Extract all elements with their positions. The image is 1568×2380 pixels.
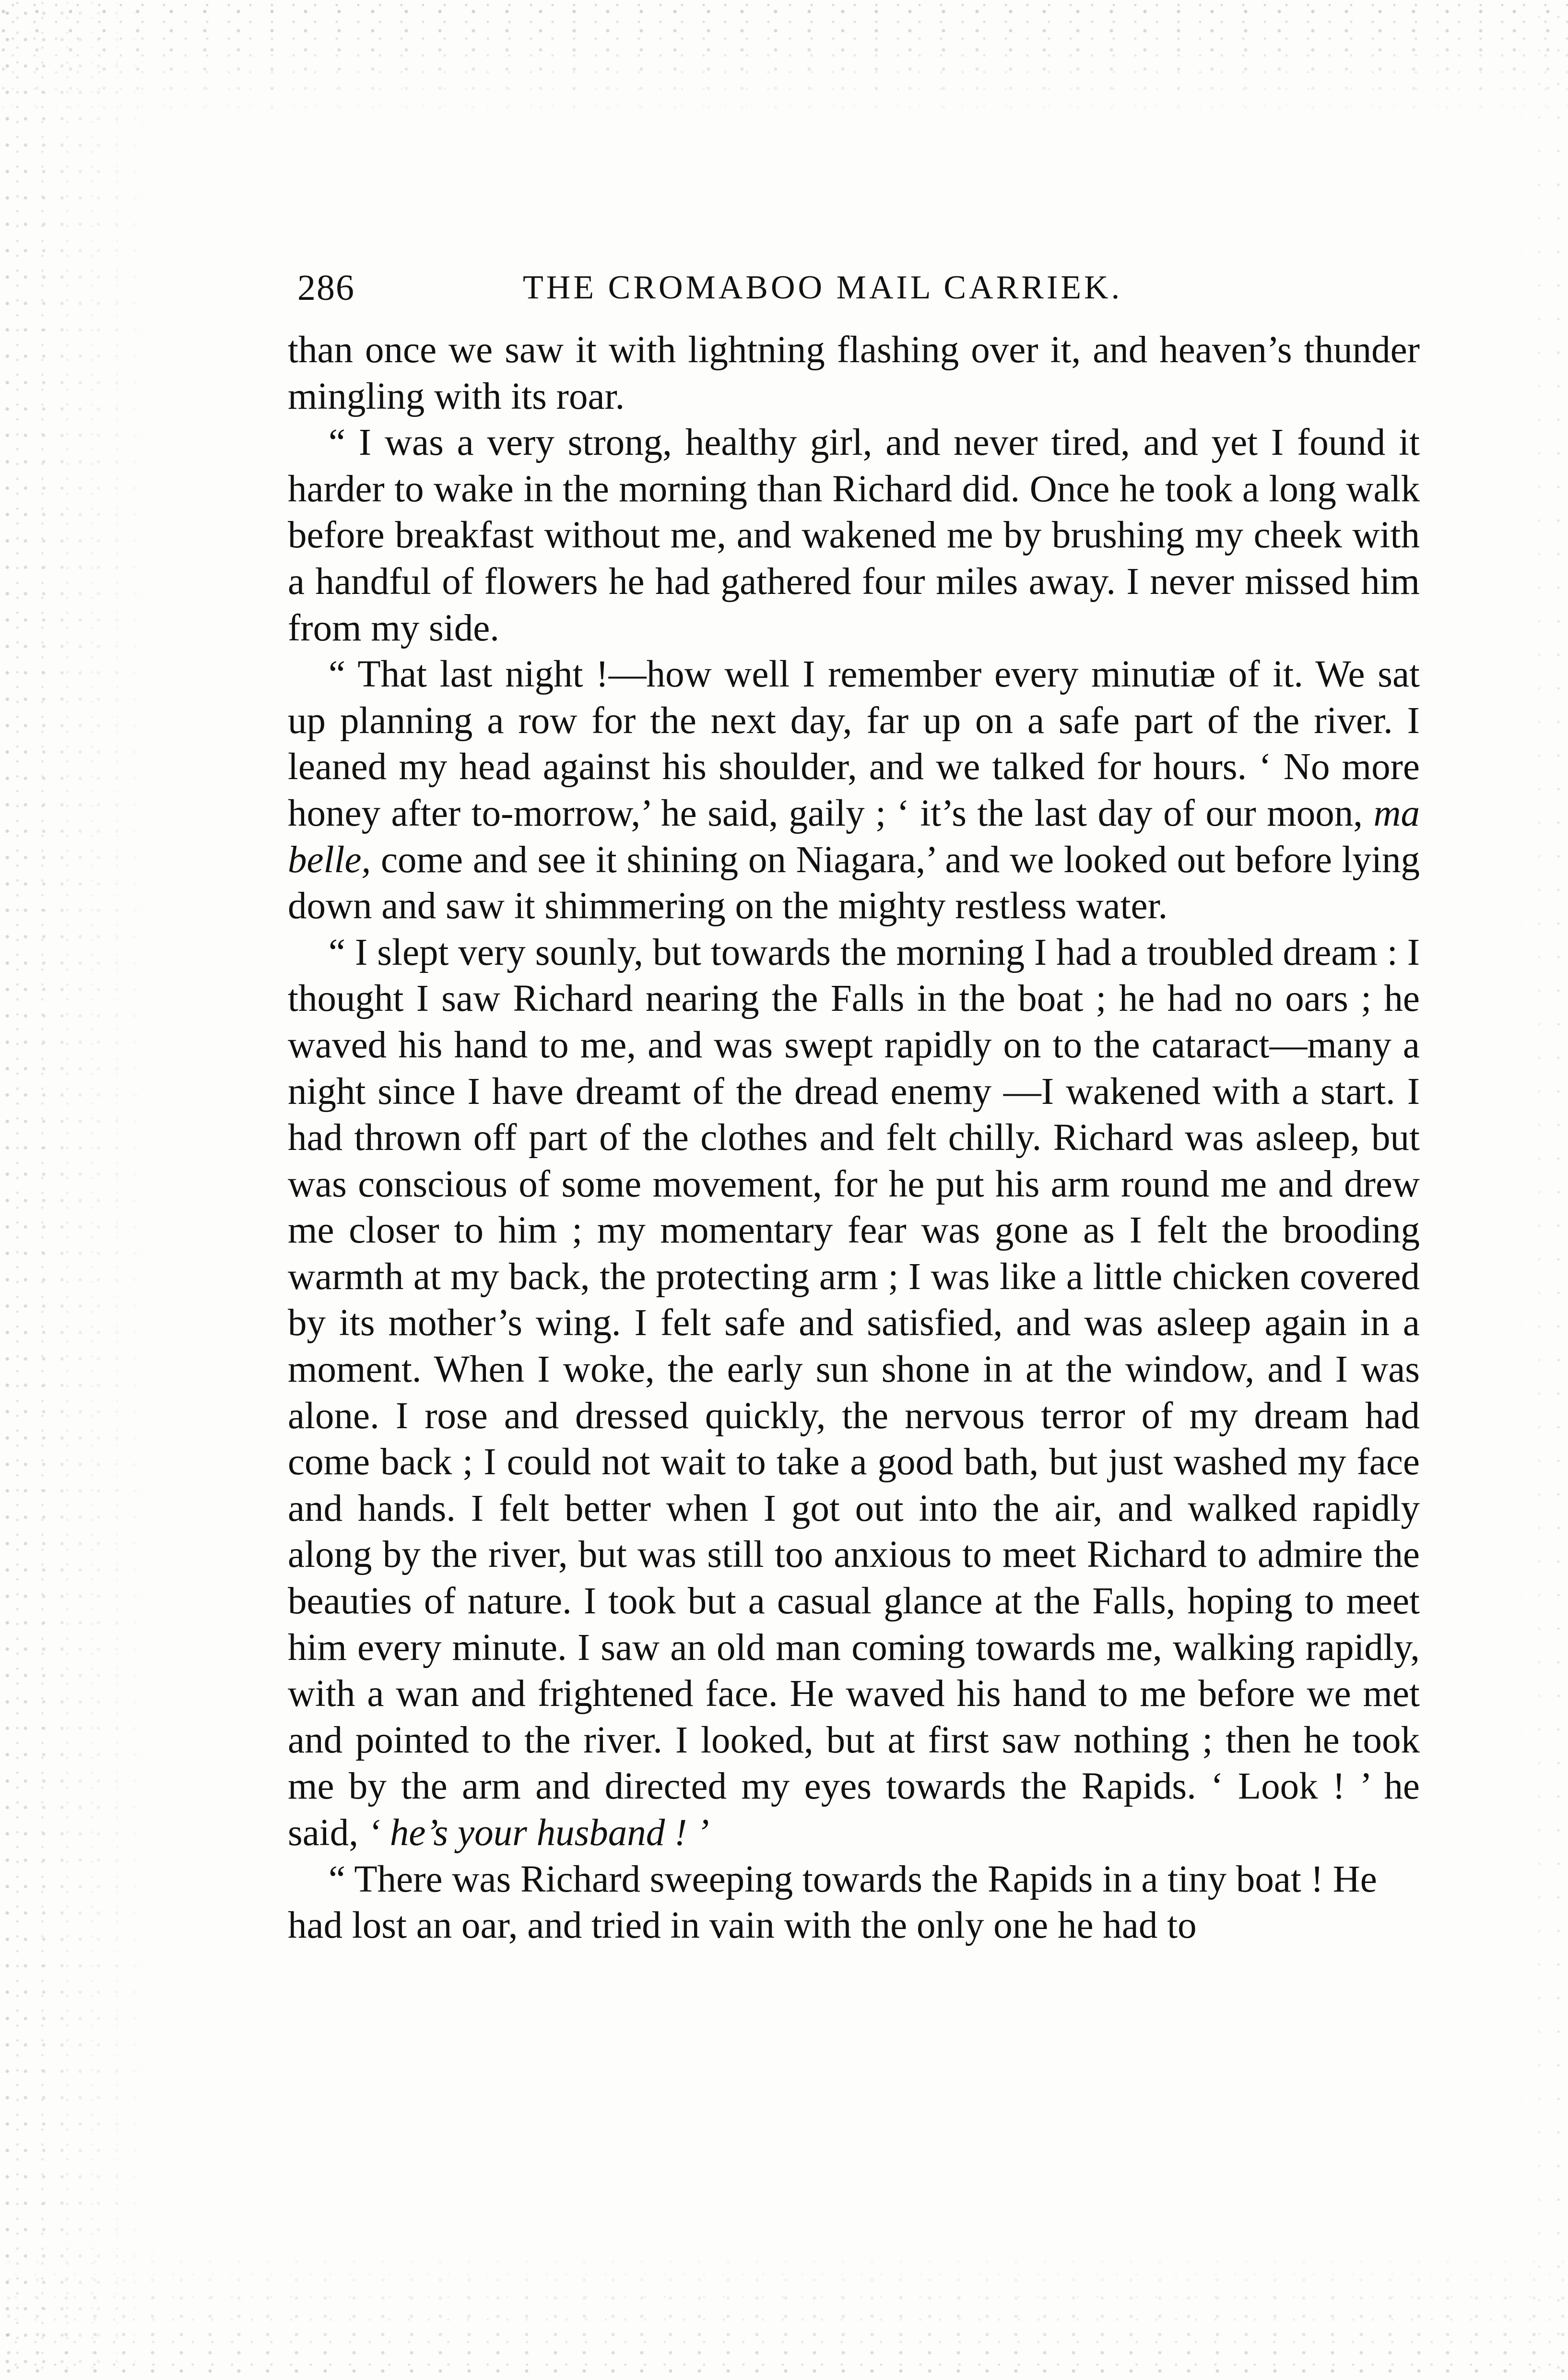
paragraph	[288, 420, 1420, 651]
paragraph	[288, 1857, 1420, 1949]
paragraph-text: “ There was Richard sweeping towards the Rapids in a tiny boat ! He had lost an oar, and tried in vain with the only one he had to	[288, 1858, 1377, 1947]
italic-phrase: ma belle,	[288, 792, 1420, 881]
paragraph-text: “ I was a very strong, healthy girl, and never tired, and yet I found it harder to wake in the morning than Richard did. Once he took a long walk before breakfast without me, and wakened me by brushing my cheek with a handful of flowers he had gathered four miles away. I never missed him from my side.	[288, 422, 1420, 649]
running-title: THE CROMABOO MAIL CARRIEK.	[523, 269, 1123, 306]
scan-edge-left	[0, 0, 158, 2380]
paragraph-text: “ I slept very sounly, but towards the morning I had a troubled dream : I thought I saw Richard nearing the Falls in the boat ; he had no oars ; he waved his hand to me, and was swept rapidly on to the cataract—many a night since I have dreamt of the dread enemy —I wakened with a start. I had thrown off part of the clothes and felt chilly. Richard was asleep, but was conscious of some movement, for he put his arm round me and drew me closer to him ; my momentary fear was gone as I felt the brooding warmth at my back, the protecting arm ; I was like a little chicken covered by its mother’s wing. I felt safe and satisfied, and was asleep again in a moment. When I woke, the early sun shone in at the window, and I was alone. I rose and dressed quickly, the nervous terror of my dream had come back ; I could not wait to take a good bath, but just washed my face and hands. I felt better when I got out into the air, and walked rapidly along by the river, but was still too anxious to meet Richard to admire the beauties of nature. I took but a casual glance at the Falls, hoping to meet him every minute. I saw an old man coming towards me, walking rapidly, with a wan and frightened face. He waved his hand to me before we met and pointed to the river. I looked, but at first saw nothing ; then he took me by the arm and directed my eyes towards the Rapids. ‘ Look ! ’ he said,	[288, 931, 1420, 1854]
scan-edge-bottom	[0, 2236, 1568, 2380]
scan-edge-top	[0, 0, 1568, 125]
running-head	[297, 261, 1425, 314]
body-text	[288, 327, 1420, 1949]
paragraph	[288, 651, 1420, 930]
paragraph-text: “ That last night !—how well I remember every minutiæ of it. We sat up planning a row for the next day, far up on a safe part of the river. I leaned my head against his shoulder, and we talked for hours. ‘ No more honey after to-morrow,’ he said, gaily ; ‘ it’s the last day of our moon,	[288, 653, 1420, 834]
paragraph	[288, 930, 1420, 1857]
paragraph-text: come and see it shining on Niagara,’ and we looked out before lying down and saw it shimmering on the mighty restless water.	[288, 839, 1420, 927]
italic-phrase: ‘ he’s your husband ! ’	[367, 1812, 709, 1854]
paragraph	[288, 327, 1420, 420]
scan-edge-right	[1510, 0, 1568, 2380]
paragraph-text: than once we saw it with lightning flashing over it, and heaven’s thunder mingling with its roar.	[288, 329, 1420, 417]
page-number: 286	[297, 268, 355, 308]
